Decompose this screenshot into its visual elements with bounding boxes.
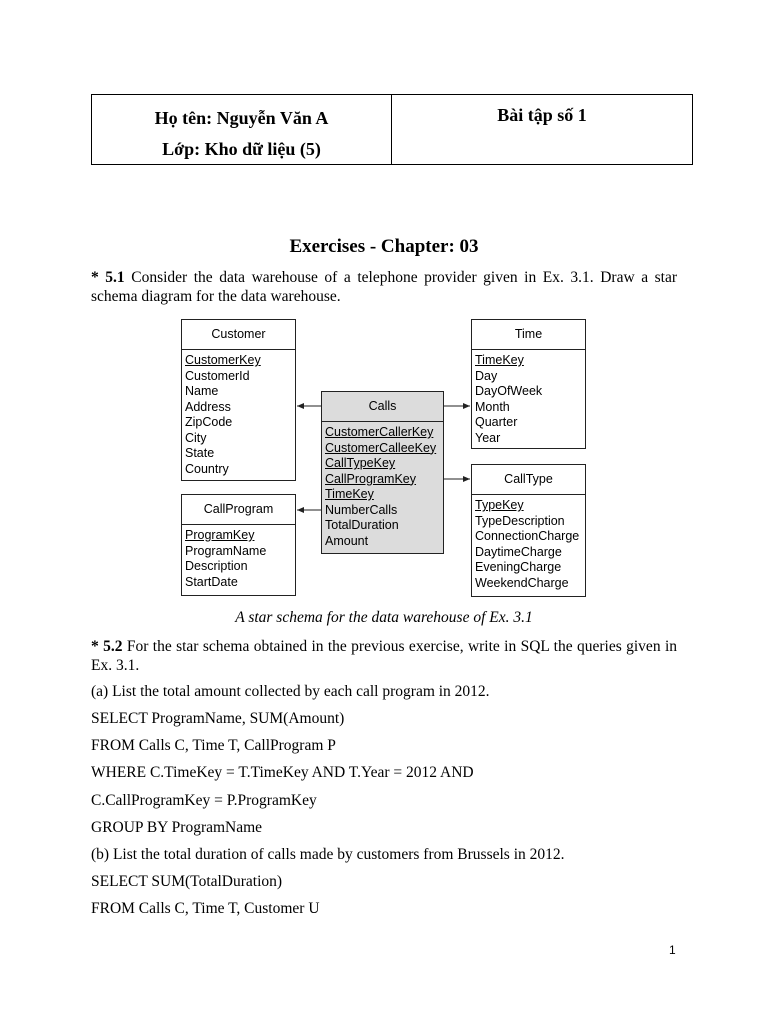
field-customercallerkey: CustomerCallerKey bbox=[325, 425, 434, 439]
field-month: Month bbox=[475, 399, 510, 414]
calltype-table-fields bbox=[472, 495, 585, 591]
sql-line: GROUP BY ProgramName bbox=[91, 819, 263, 836]
exercise-5-2 bbox=[91, 637, 677, 675]
calls-table-fields bbox=[322, 422, 443, 549]
field-startdate: StartDate bbox=[185, 574, 238, 589]
field-calls-timekey: TimeKey bbox=[325, 487, 374, 501]
header-assignment-cell bbox=[392, 95, 692, 164]
field-connectioncharge: ConnectionCharge bbox=[475, 529, 580, 543]
calls-fact-table bbox=[321, 391, 444, 554]
customer-table-title: Customer bbox=[182, 320, 295, 350]
field-calltypekey: CallTypeKey bbox=[325, 456, 396, 470]
field-zipcode: ZipCode bbox=[185, 415, 233, 429]
page-title: Exercises - Chapter: 03 bbox=[289, 236, 479, 257]
field-description: Description bbox=[185, 559, 248, 573]
customer-table bbox=[181, 319, 296, 481]
field-quarter: Quarter bbox=[475, 415, 518, 429]
field-daytimecharge: DaytimeCharge bbox=[475, 544, 562, 559]
sql-line: FROM Calls C, Time T, CallProgram P bbox=[91, 737, 336, 754]
callprogram-table-fields bbox=[182, 525, 295, 590]
field-customerid: CustomerId bbox=[185, 368, 250, 383]
field-programname: ProgramName bbox=[185, 543, 267, 558]
field-state: State bbox=[185, 446, 215, 460]
sql-line: SELECT SUM(TotalDuration) bbox=[91, 873, 283, 890]
field-typedescription: TypeDescription bbox=[475, 513, 565, 528]
header-student-cell bbox=[92, 95, 392, 164]
field-weekendcharge: WeekendCharge bbox=[475, 575, 569, 590]
time-table bbox=[471, 319, 586, 449]
field-eveningcharge: EveningCharge bbox=[475, 560, 562, 574]
header-table bbox=[91, 94, 693, 165]
question-a: (a) List the total amount collected by each call program in 2012. bbox=[91, 683, 490, 700]
time-table-title: Time bbox=[472, 320, 585, 350]
field-totalduration: TotalDuration bbox=[325, 518, 399, 532]
time-table-fields bbox=[472, 350, 585, 446]
student-name: Họ tên: Nguyễn Văn A bbox=[154, 108, 329, 128]
callprogram-table-title: CallProgram bbox=[182, 495, 295, 525]
assignment-number: Bài tập số 1 bbox=[497, 105, 587, 125]
exercise-5-1-label: * 5.1 bbox=[91, 269, 125, 286]
field-dayofweek: DayOfWeek bbox=[475, 384, 543, 398]
sql-line: FROM Calls C, Time T, Customer U bbox=[91, 900, 320, 917]
calltype-table-title: CallType bbox=[472, 465, 585, 495]
field-country: Country bbox=[185, 461, 229, 476]
diagram-caption: A star schema for the data warehouse of Ex. 3.1 bbox=[235, 609, 533, 626]
field-customerkey: CustomerKey bbox=[185, 353, 261, 367]
exercise-5-2-text: For the star schema obtained in the previous exercise, write in SQL the queries given in Ex. 3.1. bbox=[91, 638, 677, 674]
field-typekey: TypeKey bbox=[475, 498, 524, 512]
field-customercalleekey: CustomerCalleeKey bbox=[325, 440, 437, 455]
calltype-table bbox=[471, 464, 586, 597]
field-day: Day bbox=[475, 368, 498, 383]
field-name: Name bbox=[185, 384, 219, 398]
field-timekey: TimeKey bbox=[475, 353, 524, 367]
field-numbercalls: NumberCalls bbox=[325, 502, 398, 517]
page-number: 1 bbox=[669, 943, 676, 957]
field-programkey: ProgramKey bbox=[185, 528, 255, 542]
field-city: City bbox=[185, 430, 207, 445]
field-address: Address bbox=[185, 399, 231, 414]
exercise-5-1 bbox=[91, 268, 677, 306]
sql-line: C.CallProgramKey = P.ProgramKey bbox=[91, 792, 317, 809]
exercise-5-1-text: Consider the data warehouse of a telephone provider given in Ex. 3.1. Draw a star schema diagram for the data warehouse. bbox=[91, 269, 678, 305]
field-callprogramkey: CallProgramKey bbox=[325, 471, 417, 486]
exercise-5-2-label: * 5.2 bbox=[91, 638, 123, 655]
callprogram-table bbox=[181, 494, 296, 596]
sql-line: SELECT ProgramName, SUM(Amount) bbox=[91, 710, 345, 727]
sql-line: WHERE C.TimeKey = T.TimeKey AND T.Year = 2012 AND bbox=[91, 764, 474, 781]
field-year: Year bbox=[475, 430, 501, 445]
student-class: Lớp: Kho dữ liệu (5) bbox=[162, 139, 321, 159]
calls-table-title: Calls bbox=[322, 392, 443, 422]
question-b: (b) List the total duration of calls made by customers from Brussels in 2012. bbox=[91, 846, 565, 863]
customer-table-fields bbox=[182, 350, 295, 477]
field-amount: Amount bbox=[325, 533, 369, 548]
